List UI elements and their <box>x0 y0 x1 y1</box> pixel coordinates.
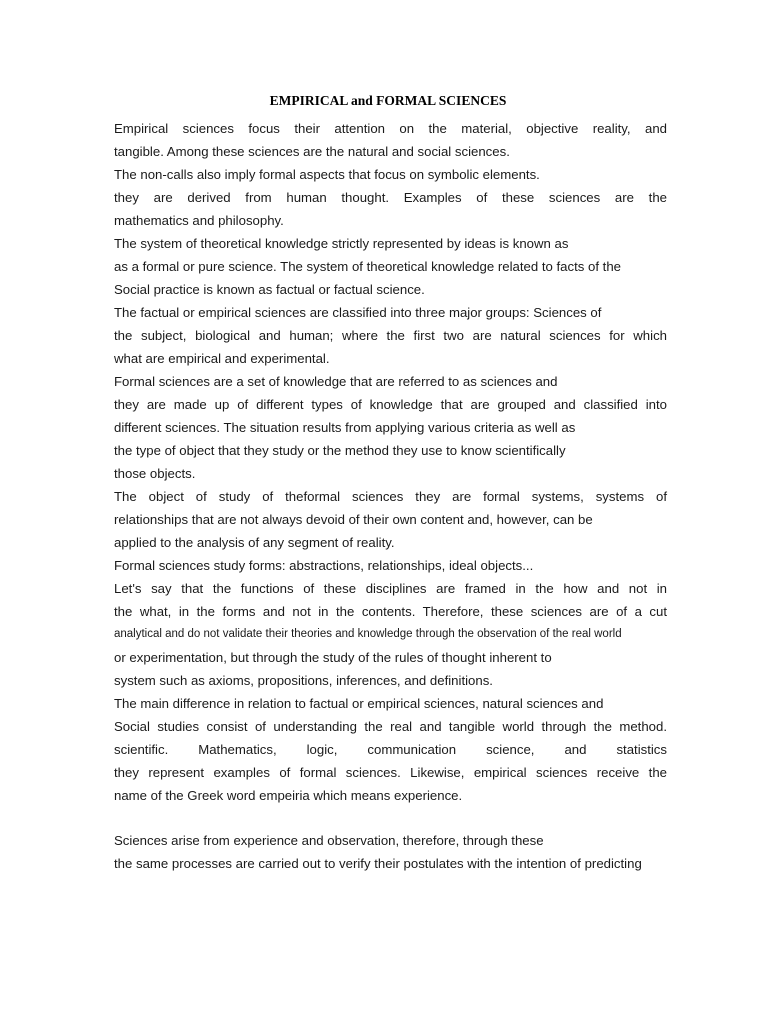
text-line: Sciences arise from experience and observation, therefore, through these <box>114 833 544 848</box>
text-line: name of the Greek word empeiria which means experience. <box>114 788 463 803</box>
text-line: what are empirical and experimental. <box>114 351 330 366</box>
paragraph-break <box>114 807 667 829</box>
text-line: or experimentation, but through the study of the rules of thought inherent to <box>114 650 552 665</box>
text-line: Formal sciences study forms: abstractions, relationships, ideal objects... <box>114 558 534 573</box>
text-line: they are made up of different types of knowledge that are grouped and classified into <box>114 397 667 412</box>
document-body <box>114 117 667 875</box>
text-line: applied to the analysis of any segment of reality. <box>114 535 395 550</box>
text-line: Social practice is known as factual or factual science. <box>114 282 425 297</box>
document-title: EMPIRICAL and FORMAL SCIENCES <box>269 93 507 108</box>
text-line: The non-calls also imply formal aspects that focus on symbolic elements. <box>114 167 540 182</box>
text-line: Formal sciences are a set of knowledge that are referred to as sciences and <box>114 374 558 389</box>
text-line: The object of study of theformal sciences they are formal systems, systems of <box>114 489 667 504</box>
text-line: Empirical sciences focus their attention on the material, objective reality, and <box>114 121 667 136</box>
text-line: the type of object that they study or the method they use to know scientifically <box>114 443 566 458</box>
text-line: The system of theoretical knowledge strictly represented by ideas is known as <box>114 236 569 251</box>
text-line: The factual or empirical sciences are classified into three major groups: Sciences of <box>114 305 602 320</box>
text-line: analytical and do not validate their theories and knowledge through the observation of the real world <box>114 628 622 640</box>
text-line: they are derived from human thought. Examples of these sciences are the <box>114 190 667 205</box>
text-line: The main difference in relation to factual or empirical sciences, natural sciences and <box>114 696 604 711</box>
text-line: they represent examples of formal sciences. Likewise, empirical sciences receive the <box>114 765 667 780</box>
text-line: scientific. Mathematics, logic, communication science, and statistics <box>114 742 667 757</box>
text-line: the subject, biological and human; where the first two are natural sciences for which <box>114 328 667 343</box>
text-line: those objects. <box>114 466 196 481</box>
text-line: relationships that are not always devoid of their own content and, however, can be <box>114 512 593 527</box>
text-line: tangible. Among these sciences are the natural and social sciences. <box>114 144 510 159</box>
text-line: different sciences. The situation results from applying various criteria as well as <box>114 420 576 435</box>
text-line: the same processes are carried out to verify their postulates with the intention of predicting <box>114 856 642 871</box>
text-line: system such as axioms, propositions, inferences, and definitions. <box>114 673 493 688</box>
text-line: Social studies consist of understanding the real and tangible world through the method. <box>114 719 667 734</box>
text-line: as a formal or pure science. The system of theoretical knowledge related to facts of the <box>114 259 622 274</box>
text-line: mathematics and philosophy. <box>114 213 284 228</box>
text-line: Let's say that the functions of these disciplines are framed in the how and not in <box>114 581 667 596</box>
text-line: the what, in the forms and not in the contents. Therefore, these sciences are of a cut <box>114 604 667 619</box>
